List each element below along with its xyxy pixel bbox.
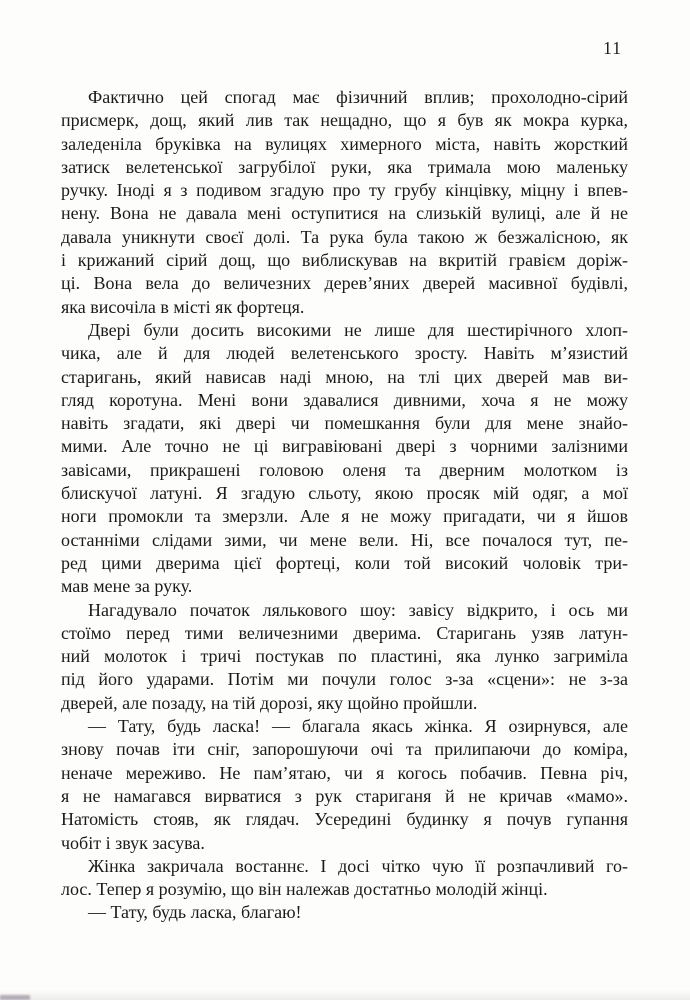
paragraph [61,855,628,925]
text-line: дверей, але позаду, на тій дорозі, яку щойно пройшли. [61,692,478,713]
text-line: ний молоток і тричі постукав по пластині, яка лунко загриміла [61,646,628,667]
text-line: ці. Вона вела до величезних дерев’яних дверей масивної будівлі, [61,273,628,294]
text-line: ноги промокли та змерзли. Але я не можу пригадати, чи я йшов [61,506,628,527]
text-line: завісами, прикрашені головою оленя та дверним молотком із [61,459,628,480]
text-line: заледеніла бруківка на вулицях химерного міста, навіть жорсткий [61,133,628,154]
paragraph [61,319,628,599]
text-line: яка височіла в місті як фортеця. [61,296,305,317]
text-line: затиск велетенської загрубілої руки, яка тримала мою маленьку [61,156,628,177]
text-line: чобіт і звук засува. [61,832,205,853]
text-line: лос. Тепер я розумію, що він належав достатньо молодій жінці. [61,879,548,900]
text-line: присмерк, дощ, який лив так нещадно, що я був як мокра курка, [61,110,628,131]
text-line: гляд коротуна. Мені вони здавалися дивними, хоча я не можу [61,389,628,410]
text-line: стоїмо перед тими величезними дверима. Старигань узяв латун- [61,622,628,643]
text-line: чика, але й для людей велетенського зросту. Навіть м’язистий [61,343,628,364]
text-line: і крижаний сірий дощ, що виблискував на вкритій гравієм доріж- [61,250,628,271]
text-line: ред цими дверима цієї фортеці, коли той високий чоловік три- [61,552,628,573]
paragraph [61,715,628,855]
text-line: мими. Але точно не ці вигравіювані двері з чорними залізними [61,436,628,457]
text-line: нену. Вона не давала мені оступитися на слизькій вулиці, але й не [61,203,628,224]
text-line: Фактично цей спогад має фізичний вплив; прохолодно-сірий [88,87,628,107]
text-line: ручку. Іноді я з подивом згадую про ту грубу кінцівку, міцну і впев- [61,180,628,201]
text-line: Нагадувало початок лялькового шоу: завісу відкрито, і ось ми [88,599,628,620]
text-line: давала уникнути своєї долі. Та рука була такою ж безжалісною, як [61,226,628,247]
text-line: Натомість стояв, як глядач. Усередині будинку я почув гупання [61,809,628,830]
text-line: старигань, який нависав наді мною, на тлі цих дверей мав ви- [61,366,628,387]
text-line: я не намагався вирватися з рук стариганя й не кричав «мамо». [61,785,628,806]
text-line: знову почав іти сніг, запорошуючи очі та прилипаючи до коміра, [61,739,628,760]
scan-edge-shadow [0,990,690,1000]
text-line: Двері були досить високими не лише для шестирічного хлоп- [88,319,628,340]
text-line: мав мене за руку. [61,576,193,597]
text-line: — Тату, будь ласка, благаю! [88,902,302,923]
paragraph [61,599,628,715]
text-line: блискучої латуні. Я згадую сльоту, якою просяк мій одяг, а мої [61,483,628,504]
page-text [61,86,628,925]
scan-smudge [0,995,30,1000]
text-line: Жінка закричала востаннє. І досі чітко чую її розпачливий го- [88,855,628,876]
text-line: під його ударами. Потім ми почули голос з-за «сцени»: не з-за [61,669,628,690]
paragraph [61,86,628,319]
text-line: навіть згадати, які двері чи помешкання були для мене знайо- [61,413,628,434]
text-line: неначе мереживо. Не пам’ятаю, чи я когось побачив. Певна річ, [61,762,628,783]
text-line: — Тату, будь ласка! — благала якась жінка. Я озирнувся, але [88,716,628,737]
page-number: 11 [603,38,622,58]
text-line: останніми слідами зими, чи мене вели. Ні, все почалося тут, пе- [61,529,628,550]
